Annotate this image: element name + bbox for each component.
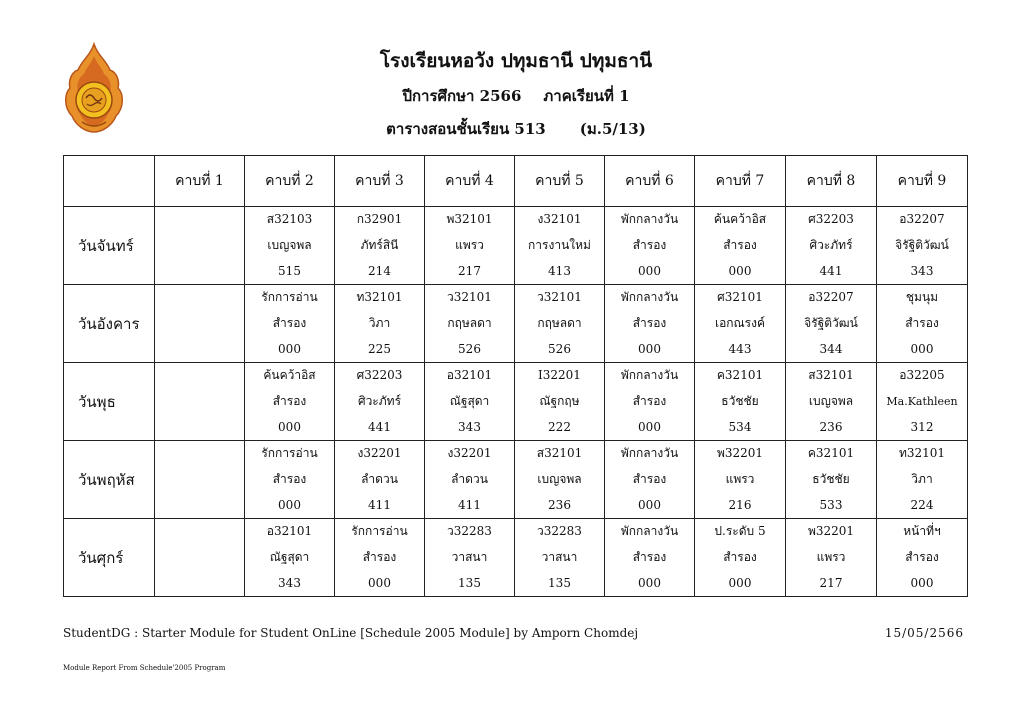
schedule-cell [155,207,245,285]
subject-code: ว32283 [447,524,492,539]
schedule-cell [786,363,877,441]
subject-code: ศ32203 [808,212,854,227]
teacher-name: กฤษลดา [537,315,582,330]
teacher-name: เบญจพล [537,471,582,486]
teacher-name: เบญจพล [808,393,854,408]
room-number: 000 [638,419,661,434]
period-header: คาบที่ 8 [786,156,877,207]
academic-year-term [4,84,1024,108]
teacher-name: จิรัฐิติวัฒน์ [804,315,858,330]
schedule-cell [245,363,335,441]
teacher-name: แพรว [816,549,846,564]
teacher-name: ศิวะภัทร์ [357,393,402,408]
subject-code: ว32101 [537,290,582,305]
schedule-cell [515,519,605,597]
period-header: คาบที่ 3 [335,156,425,207]
schedule-cell [425,441,515,519]
schedule-cell [786,207,877,285]
teacher-name: ศิวะภัทร์ [809,237,853,252]
teacher-name: ภัทร์สินี [360,237,399,252]
subject-code: พักกลางวัน [620,446,679,461]
room-number: 526 [458,341,481,356]
teacher-name: สำรอง [632,237,667,252]
schedule-cell [515,285,605,363]
subject-code: ว32283 [537,524,582,539]
room-number: 526 [548,341,571,356]
day-row [64,441,968,519]
day-label: วันอังคาร [64,285,155,363]
subject-code: ค32101 [716,368,764,383]
room-number: 225 [368,341,391,356]
subject-code: อ32101 [266,524,313,539]
teacher-name: สำรอง [723,549,757,564]
teacher-name: ธวัชชัย [812,471,850,486]
subject-code: พักกลางวัน [620,212,679,227]
subject-code: ค32101 [807,446,855,461]
period-header: คาบที่ 1 [155,156,245,207]
period-header: คาบที่ 2 [245,156,335,207]
term: ภาคเรียนที่ 1 [543,87,630,105]
room-number: 000 [910,341,934,356]
room-number: 441 [368,419,391,434]
room-number: 135 [458,575,481,590]
day-row [64,207,968,285]
teacher-name: กฤษลดา [447,315,492,330]
room-number: 441 [819,263,843,278]
room-number: 000 [638,575,661,590]
schedule-cell [335,441,425,519]
schedule-cell [245,519,335,597]
schedule-cell [335,207,425,285]
teacher-name: ณัฐกฤษ [539,393,580,408]
subject-code: ก32901 [356,212,403,227]
subject-code: อ32101 [446,368,493,383]
room-number: 000 [728,575,752,590]
schedule-cell [425,519,515,597]
teacher-name: สำรอง [362,549,397,564]
school-name: โรงเรียนหอวัง ปทุมธานี ปทุมธานี [379,50,653,72]
schedule-cell [155,363,245,441]
room-number: 000 [278,497,301,512]
subject-code: ศ32203 [356,368,403,383]
subject-code: พักกลางวัน [620,290,679,305]
room-number: 216 [728,497,752,512]
room-number: 343 [910,263,934,278]
subject-code: ง32201 [447,446,492,461]
schedule-cell [425,363,515,441]
room-number: 222 [548,419,571,434]
schedule-cell [786,519,877,597]
schedule-cell [515,207,605,285]
subject-code: ง32101 [537,212,582,227]
schedule-cell [335,285,425,363]
schedule-cell [605,207,695,285]
schedule-cell [335,519,425,597]
subject-code: รักการอ่าน [261,446,318,461]
class-label: (ม.5/13) [579,120,646,138]
schedule-cell [155,285,245,363]
subject-code: อ32205 [899,368,945,383]
footer-report-note: Module Report From Schedule'2005 Program [63,664,226,672]
subject-code: ว32101 [447,290,492,305]
room-number: 343 [458,419,481,434]
teacher-name: สำรอง [272,471,307,486]
room-number: 000 [638,263,661,278]
subject-code: พักกลางวัน [620,368,679,383]
teacher-name: สำรอง [272,315,307,330]
subject-code: ชุมนุม [905,290,939,305]
teacher-name: ณัฐสุดา [449,393,490,408]
period-header: คาบที่ 6 [605,156,695,207]
schedule-cell [425,285,515,363]
room-number: 000 [910,575,934,590]
room-number: 236 [548,497,571,512]
teacher-name: วิภา [368,315,391,330]
schedule-cell [877,285,968,363]
room-number: 000 [368,575,391,590]
room-number: 217 [819,575,843,590]
subject-code: รักการอ่าน [351,524,408,539]
room-number: 343 [278,575,301,590]
day-row [64,285,968,363]
teacher-name: สำรอง [905,549,939,564]
room-number: 000 [278,419,301,434]
subject-code: รักการอ่าน [261,290,318,305]
room-number: 000 [728,263,752,278]
subject-code: I32201 [538,368,581,383]
subject-code: พักกลางวัน [620,524,679,539]
teacher-name: Ma.Kathleen [886,394,958,408]
room-number: 533 [819,497,843,512]
schedule-label: ตารางสอนชั้นเรียน 513 [386,120,546,138]
teacher-name: สำรอง [632,315,667,330]
subject-code: อ32207 [808,290,854,305]
schedule-cell [877,363,968,441]
schedule-cell [155,519,245,597]
period-header-row [64,156,968,207]
room-number: 534 [728,419,752,434]
schedule-cell [515,363,605,441]
day-label: วันศุกร์ [64,519,155,597]
teacher-name: วาสนา [541,549,578,564]
day-label: วันพฤหัส [64,441,155,519]
teacher-name: สำรอง [723,237,757,252]
day-label: วันพุธ [64,363,155,441]
schedule-cell [877,207,968,285]
subject-code: ส32101 [536,446,583,461]
subject-code: ส32103 [266,212,313,227]
teacher-name: สำรอง [632,549,667,564]
schedule-cell [877,519,968,597]
teacher-name: ลำดวน [361,471,398,486]
teacher-name: สำรอง [632,393,667,408]
schedule-cell [245,441,335,519]
teacher-name: ณัฐสุดา [269,549,310,564]
subject-code: ค้นคว้าอิส [713,212,767,227]
room-number: 000 [638,497,661,512]
schedule-cell [695,207,786,285]
subject-code: พ32201 [807,524,855,539]
period-header: คาบที่ 4 [425,156,515,207]
teacher-name: วิภา [911,471,933,486]
teacher-name: ธวัชชัย [721,393,759,408]
footer-date: 15/05/2566 [884,626,964,640]
schedule-cell [515,441,605,519]
schedule-cell [605,363,695,441]
day-label: วันจันทร์ [64,207,155,285]
schedule-cell [695,285,786,363]
room-number: 443 [728,341,752,356]
schedule-table [63,155,968,597]
schedule-cell [605,441,695,519]
teacher-name: สำรอง [905,315,939,330]
room-number: 214 [368,263,391,278]
subject-code: หน้าที่ฯ [903,524,941,539]
schedule-cell [695,519,786,597]
teacher-name: แพรว [725,471,755,486]
teacher-name: สำรอง [272,393,307,408]
subject-code: ค้นคว้าอิส [263,368,316,383]
room-number: 000 [278,341,301,356]
schedule-cell [695,441,786,519]
schedule-cell [425,207,515,285]
teacher-name: สำรอง [632,471,667,486]
subject-code: ส32101 [808,368,854,383]
subject-code: ท32101 [898,446,946,461]
room-number: 515 [278,263,301,278]
schedule-cell [695,363,786,441]
subject-code: ป.ระดับ 5 [714,524,766,539]
subject-code: ง32201 [357,446,402,461]
room-number: 344 [819,341,843,356]
room-number: 135 [548,575,571,590]
room-number: 413 [548,263,571,278]
subject-code: พ32201 [716,446,764,461]
teacher-name: เอกณรงค์ [714,315,766,330]
schedule-cell [605,285,695,363]
schedule-title [4,117,1024,141]
room-number: 000 [638,341,661,356]
room-number: 312 [910,419,934,434]
teacher-name: การงานใหม่ [528,237,591,252]
teacher-name: จิรัฐิติวัฒน์ [895,237,949,252]
period-header: คาบที่ 9 [877,156,968,207]
room-number: 236 [819,419,843,434]
period-header: คาบที่ 5 [515,156,605,207]
room-number: 224 [910,497,934,512]
subject-code: พ32101 [446,212,493,227]
footer-credit: StudentDG : Starter Module for Student OnLine [Schedule 2005 Module] by Amporn Chomdej [63,626,639,640]
subject-code: ท32101 [356,290,403,305]
schedule-cell [335,363,425,441]
schedule-cell [877,441,968,519]
schedule-cell [786,441,877,519]
academic-year: ปีการศึกษา 2566 [402,87,522,105]
day-row [64,519,968,597]
room-number: 217 [458,263,481,278]
teacher-name: วาสนา [451,549,488,564]
schedule-cell [786,285,877,363]
teacher-name: เบญจพล [267,237,312,252]
teacher-name: ลำดวน [451,471,488,486]
period-header: คาบที่ 7 [695,156,786,207]
subject-code: ศ32101 [717,290,763,305]
schedule-cell [245,285,335,363]
subject-code: อ32207 [899,212,945,227]
teacher-name: แพรว [455,237,484,252]
corner-cell [64,156,155,207]
day-row [64,363,968,441]
room-number: 411 [368,497,391,512]
schedule-cell [605,519,695,597]
room-number: 411 [458,497,481,512]
schedule-cell [245,207,335,285]
schedule-cell [155,441,245,519]
